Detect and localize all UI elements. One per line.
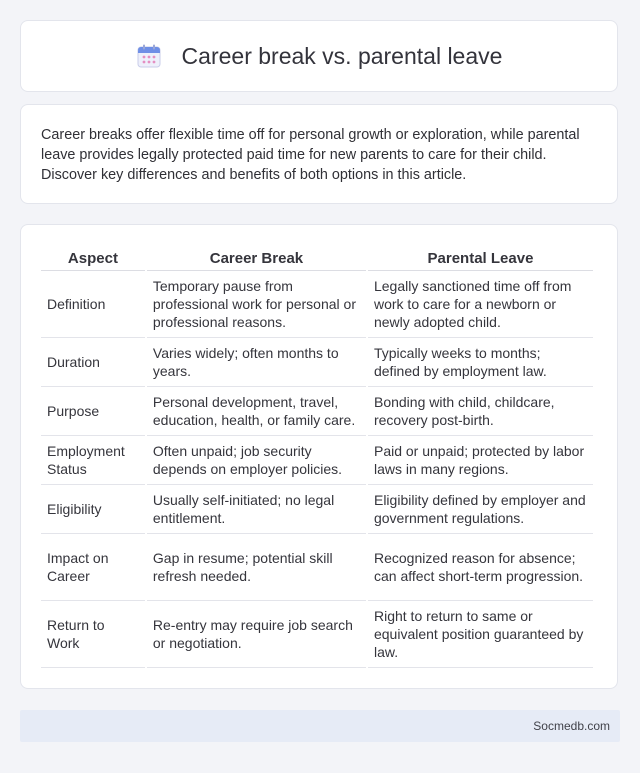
intro-card [20,104,618,204]
parental-leave-cell: Recognized reason for absence; can affect short-term progression. [368,534,593,601]
aspect-cell: Duration [41,338,145,387]
title-card [20,20,618,92]
career-break-cell: Gap in resume; potential skill refresh needed. [147,534,366,601]
footer-site-link[interactable]: Socmedb.com [533,719,610,733]
table-header-row [41,245,593,271]
aspect-cell: Eligibility [41,485,145,534]
table-row [41,338,593,387]
page-title: Career break vs. parental leave [181,42,503,69]
table-row [41,387,593,436]
aspect-cell: Employment Status [41,436,145,485]
aspect-cell: Impact on Career [41,534,145,601]
career-break-cell: Personal development, travel, education, health, or family care. [147,387,366,436]
title-wrap [136,43,503,70]
table-row [41,485,593,534]
column-header-parental-leave: Parental Leave [368,245,593,271]
comparison-table [39,245,595,668]
column-header-career-break: Career Break [147,245,366,271]
column-header-aspect: Aspect [41,245,145,271]
aspect-cell: Definition [41,271,145,338]
aspect-cell: Return to Work [41,601,145,668]
career-break-cell: Often unpaid; job security depends on employer policies. [147,436,366,485]
parental-leave-cell: Eligibility defined by employer and government regulations. [368,485,593,534]
table-row [41,271,593,338]
parental-leave-cell: Bonding with child, childcare, recovery post-birth. [368,387,593,436]
table-card [20,224,618,689]
parental-leave-cell: Legally sanctioned time off from work to care for a newborn or newly adopted child. [368,271,593,338]
aspect-cell: Purpose [41,387,145,436]
table-row [41,601,593,668]
table-row [41,534,593,601]
intro-text: Career breaks offer flexible time off for personal growth or exploration, while parental leave provides legally protected paid time for new parents to care for their child. Discover key differences and benefits of both options in this article. [41,127,580,183]
parental-leave-cell: Typically weeks to months; defined by employment law. [368,338,593,387]
career-break-cell: Re-entry may require job search or negotiation. [147,601,366,668]
calendar-icon [136,43,162,69]
career-break-cell: Varies widely; often months to years. [147,338,366,387]
career-break-cell: Temporary pause from professional work for personal or professional reasons. [147,271,366,338]
parental-leave-cell: Paid or unpaid; protected by labor laws in many regions. [368,436,593,485]
parental-leave-cell: Right to return to same or equivalent position guaranteed by law. [368,601,593,668]
footer-bar [20,710,620,742]
table-row [41,436,593,485]
career-break-cell: Usually self-initiated; no legal entitlement. [147,485,366,534]
